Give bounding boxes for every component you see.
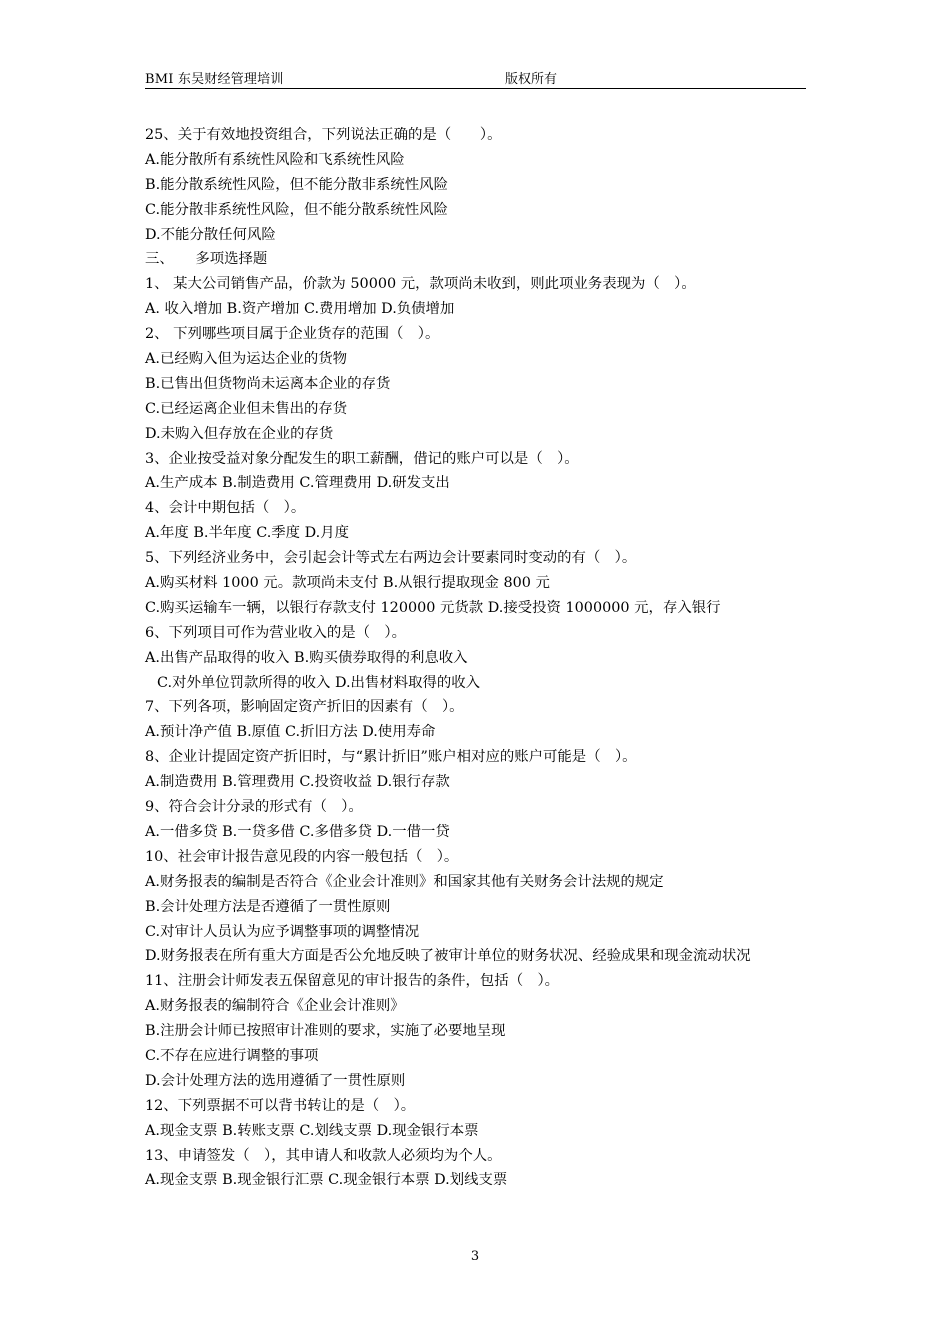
option-line: C.对审计人员认为应予调整事项的调整情况 xyxy=(145,923,420,940)
option-line: D.会计处理方法的选用遵循了一贯性原则 xyxy=(145,1072,406,1089)
option-line: C.不存在应进行调整的事项 xyxy=(145,1047,319,1064)
option-line: B.会计处理方法是否遵循了一贯性原则 xyxy=(145,898,391,915)
option-line: C.购买运输车一辆，以银行存款支付 120000 元货款 D.接受投资 1000000 元，存入银行 xyxy=(145,599,721,616)
option-line: A.财务报表的编制是否符合《企业会计准则》和国家其他有关财务会计法规的规定 xyxy=(145,873,664,890)
option-line: A.财务报表的编制符合《企业会计准则》 xyxy=(145,998,405,1015)
question-10: 10、社会审计报告意见段的内容一般包括（ ）。 xyxy=(145,848,459,865)
question-3: 3、企业按受益对象分配发生的职工薪酬，借记的账户可以是（ ）。 xyxy=(145,450,579,467)
option-line: B.注册会计师已按照审计准则的要求，实施了必要地呈现 xyxy=(145,1023,506,1040)
option-line: B.能分散系统性风险，但不能分散非系统性风险 xyxy=(145,176,448,193)
option-line: A.能分散所有系统性风险和飞系统性风险 xyxy=(145,151,405,168)
option-line: A.一借多贷 B.一贷多借 C.多借多贷 D.一借一贷 xyxy=(145,823,450,840)
option-line: A.预计净产值 B.原值 C.折旧方法 D.使用寿命 xyxy=(145,724,436,741)
document-body xyxy=(145,123,813,1193)
option-line: A.购买材料 1000 元。款项尚未支付 B.从银行提取现金 800 元 xyxy=(145,575,550,592)
option-line: B.已售出但货物尚未运离本企业的存货 xyxy=(145,375,391,392)
header-left-text: BMI 东吴财经管理培训 xyxy=(145,72,284,87)
page-number: 3 xyxy=(470,1249,480,1264)
question-25: 25、关于有效地投资组合，下列说法正确的是（ ）。 xyxy=(145,127,502,143)
option-line: D.不能分散任何风险 xyxy=(145,226,276,243)
section-heading: 三、 多项选择题 xyxy=(145,251,268,268)
question-6: 6、下列项目可作为营业收入的是（ ）。 xyxy=(145,624,406,641)
question-8: 8、企业计提固定资产折旧时，与“累计折旧”账户相对应的账户可能是（ ）。 xyxy=(145,749,637,766)
option-line: A.制造费用 B.管理费用 C.投资收益 D.银行存款 xyxy=(145,774,450,791)
question-5: 5、下列经济业务中，会引起会计等式左右两边会计要素同时变动的有（ ）。 xyxy=(145,550,637,567)
option-line: A. 收入增加 B.资产增加 C.费用增加 D.负债增加 xyxy=(145,301,455,318)
question-9: 9、符合会计分录的形式有（ ）。 xyxy=(145,799,363,816)
option-line: A.出售产品取得的收入 B.购买债券取得的利息收入 xyxy=(145,649,468,666)
option-line: D.财务报表在所有重大方面是否公允地反映了被审计单位的财务状况、经验成果和现金流动状况 xyxy=(145,948,751,965)
option-line: A.年度 B.半年度 C.季度 D.月度 xyxy=(145,525,350,542)
option-line: A.现金支票 B.转账支票 C.划线支票 D.现金银行本票 xyxy=(145,1122,479,1139)
option-line: A.现金支票 B.现金银行汇票 C.现金银行本票 D.划线支票 xyxy=(145,1172,508,1189)
option-line: C.已经运离企业但未售出的存货 xyxy=(145,400,348,417)
question-11: 11、注册会计师发表五保留意见的审计报告的条件，包括（ ）。 xyxy=(145,973,560,990)
option-line: D.未购入但存放在企业的存货 xyxy=(145,425,334,442)
option-line: A.已经购入但为运达企业的货物 xyxy=(145,351,348,368)
option-line: C.能分散非系统性风险，但不能分散系统性风险 xyxy=(145,201,448,218)
option-line: C.对外单位罚款所得的收入 D.出售材料取得的收入 xyxy=(157,674,481,691)
page-header xyxy=(145,68,806,89)
question-7: 7、下列各项，影响固定资产折旧的因素有（ ）。 xyxy=(145,699,464,716)
question-1: 1、 某大公司销售产品，价款为 50000 元，款项尚未收到，则此项业务表现为（ ）。 xyxy=(145,276,696,293)
question-12: 12、下列票据不可以背书转让的是（ ）。 xyxy=(145,1097,416,1114)
question-13: 13、申请签发（ ），其申请人和收款人必须均为个人。 xyxy=(145,1147,502,1164)
question-4: 4、会计中期包括（ ）。 xyxy=(145,500,306,517)
question-2: 2、 下列哪些项目属于企业货存的范围（ ）。 xyxy=(145,326,440,343)
option-line: A.生产成本 B.制造费用 C.管理费用 D.研发支出 xyxy=(145,475,450,492)
header-right-text: 版权所有 xyxy=(505,72,558,87)
